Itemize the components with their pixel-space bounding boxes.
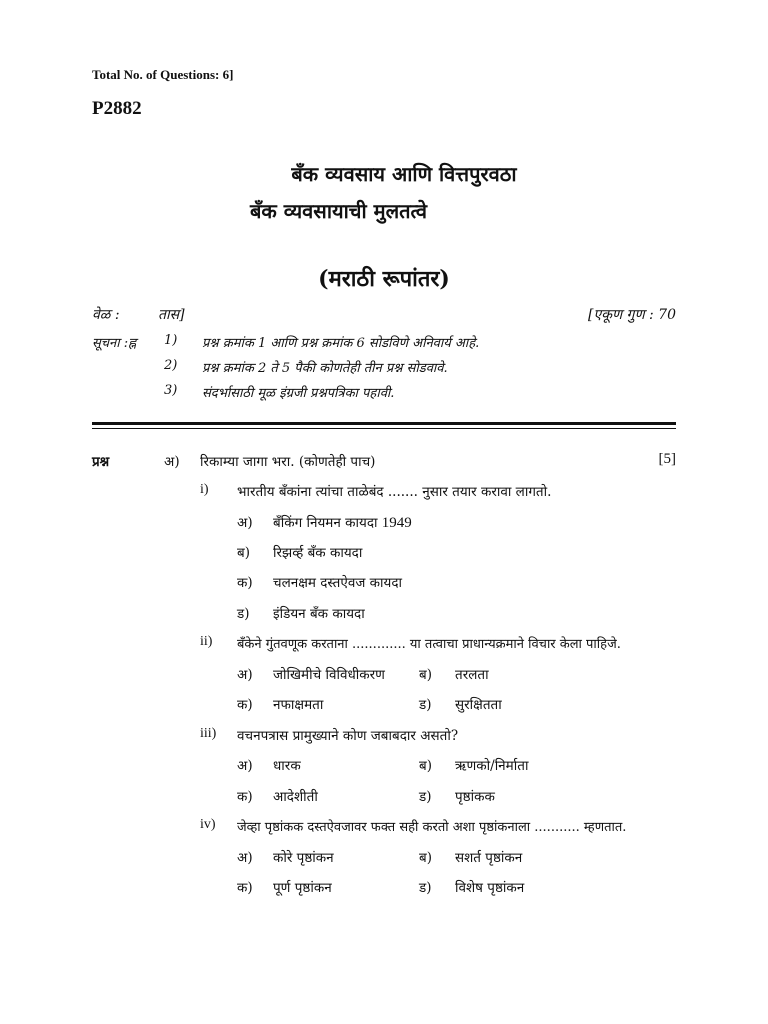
- question-part-text: रिकाम्या जागा भरा. (कोणतेही पाच): [200, 454, 376, 470]
- option-text-main: बँकिंग नियमन कायदा: [273, 515, 378, 531]
- option-text: सुरक्षितता: [455, 697, 502, 713]
- instruction-num: 1): [164, 333, 178, 348]
- instruction-num: 3): [164, 383, 178, 398]
- paper-code: P2882: [92, 98, 142, 119]
- option-text: पूर्ण पृष्ठांकन: [273, 880, 332, 896]
- total-questions: Total No. of Questions: 6]: [92, 67, 234, 82]
- sub-question-num: iv): [200, 817, 216, 832]
- version-title: (मराठी रूपांतर): [318, 266, 450, 292]
- instruction-text: प्रश्न क्रमांक 2 ते 5 पैकी कोणतेही तीन प्रश्न सोडवावे.: [202, 361, 448, 376]
- divider-thick: [92, 422, 676, 425]
- instructions-label: सूचना :ह्न: [92, 336, 137, 351]
- option-text: कोरे पृष्ठांकन: [273, 850, 334, 866]
- question-marks: [5]: [658, 451, 676, 467]
- sub-question-num: ii): [200, 634, 213, 649]
- sub-question-text: वचनपत्रास प्रामुख्याने कोण जबाबदार असतो?: [237, 728, 459, 744]
- option-text: सशर्त पृष्ठांकन: [455, 850, 523, 866]
- option-text: तरलता: [455, 667, 489, 683]
- option-key: क): [237, 880, 253, 896]
- option-text: धारक: [273, 758, 301, 774]
- time-label: वेळ :: [92, 307, 120, 323]
- option-text: जोखिमीचे विविधीकरण: [273, 667, 385, 683]
- instruction-text: प्रश्न क्रमांक 1 आणि प्रश्न क्रमांक 6 सोडविणे अनिवार्य आहे.: [202, 336, 480, 351]
- option-text: चलनक्षम दस्तऐवज कायदा: [273, 575, 403, 591]
- option-key: ब): [419, 850, 432, 866]
- sub-question-text: जेव्हा पृष्ठांकक दस्तऐवजावर फक्त सही करतो अशा पृष्ठांकनाला ........... म्हणतात.: [237, 820, 627, 835]
- option-text: रिझर्व्ह बँक कायदा: [273, 545, 363, 561]
- sub-question-text: भारतीय बँकांना त्यांचा ताळेबंद ....... नुसार तयार करावा लागतो.: [237, 484, 552, 500]
- option-key: ब): [419, 667, 432, 683]
- total-marks: [एकूण गुण : 70: [588, 307, 676, 323]
- paper-title: बँक व्यवसायाची मुलतत्वे: [250, 199, 427, 223]
- question-label: प्रश्न: [92, 454, 110, 470]
- time-value: तास]: [158, 307, 185, 323]
- option-key: ड): [237, 606, 250, 622]
- option-key: ब): [237, 545, 250, 561]
- sub-question-num: iii): [200, 726, 217, 741]
- option-text: [273, 513, 412, 532]
- option-text: विशेष पृष्ठांकन: [455, 880, 525, 896]
- option-text-year: 1949: [381, 515, 412, 531]
- option-key: ड): [419, 789, 432, 805]
- option-key: क): [237, 575, 253, 591]
- option-text: इंडियन बँक कायदा: [273, 606, 365, 622]
- sub-question-num: i): [200, 482, 209, 497]
- option-text: आदेशीती: [273, 789, 318, 805]
- instruction-text: संदर्भासाठी मूळ इंग्रजी प्रश्नपत्रिका पहावी.: [202, 386, 395, 401]
- question-part-label: अ): [164, 454, 180, 470]
- option-key: ड): [419, 697, 432, 713]
- option-text: नफाक्षमता: [273, 697, 324, 713]
- option-key: अ): [237, 515, 253, 531]
- instruction-num: 2): [164, 358, 178, 373]
- option-key: अ): [237, 850, 253, 866]
- option-text: पृष्ठांकक: [455, 789, 495, 805]
- option-key: क): [237, 697, 253, 713]
- option-key: ब): [419, 758, 432, 774]
- option-key: अ): [237, 758, 253, 774]
- option-key: ड): [419, 880, 432, 896]
- option-key: क): [237, 789, 253, 805]
- subject-title: बँक व्यवसाय आणि वित्तपुरवठा: [291, 162, 517, 186]
- divider-thin: [92, 428, 676, 429]
- option-text: ऋणको/निर्माता: [455, 758, 529, 774]
- sub-question-text: बँकेने गुंतवणूक करताना ............. या तत्वाचा प्राधान्यक्रमाने विचार केला पाहिजे.: [237, 637, 621, 652]
- option-key: अ): [237, 667, 253, 683]
